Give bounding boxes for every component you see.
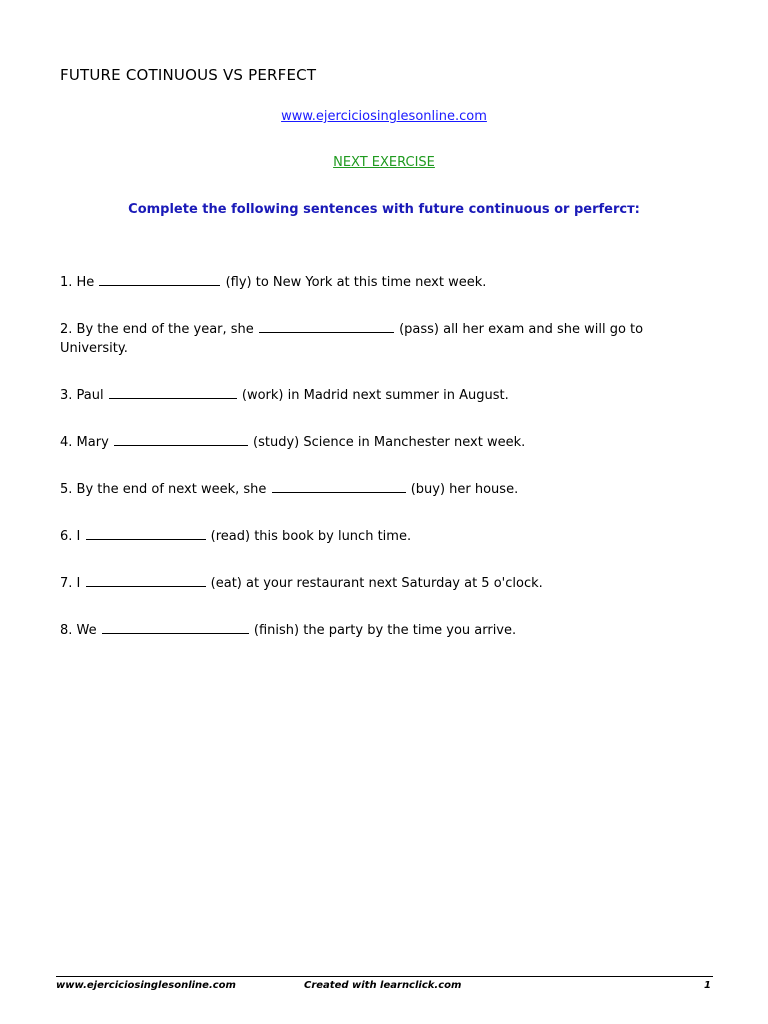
answer-blank[interactable]	[109, 386, 237, 399]
question-text-after: (study) Science in Manchester next week.	[253, 435, 526, 450]
question-item	[60, 574, 680, 593]
question-text-after: (eat) at your restaurant next Saturday at 5 o'clock.	[210, 576, 543, 591]
question-text-before: 8. We	[60, 623, 97, 638]
next-exercise-container	[0, 155, 768, 170]
question-text-before: 3. Paul	[60, 388, 104, 403]
answer-blank[interactable]	[102, 621, 249, 634]
question-text-before: 2. By the end of the year, she	[60, 322, 254, 337]
next-exercise-link[interactable]: NEXT EXERCISE	[333, 155, 435, 170]
question-item	[60, 433, 680, 452]
question-text-after: (finish) the party by the time you arrive.	[253, 623, 517, 638]
question-text-after: (read) this book by lunch time.	[210, 529, 412, 544]
question-text-after: (buy) her house.	[410, 482, 519, 497]
instruction-text: Complete the following sentences with future continuous or perfercт:	[128, 202, 640, 217]
question-item	[60, 621, 680, 640]
question-text-before: 6. I	[60, 529, 81, 544]
question-text-before: 7. I	[60, 576, 81, 591]
question-item	[60, 273, 680, 292]
site-link[interactable]: www.ejerciciosinglesonline.com	[281, 109, 487, 124]
answer-blank[interactable]	[114, 433, 248, 446]
footer-divider	[56, 976, 713, 977]
question-text-before: 4. Mary	[60, 435, 109, 450]
question-item	[60, 320, 680, 358]
page-number: 1	[704, 980, 711, 991]
question-item	[60, 386, 680, 405]
answer-blank[interactable]	[259, 320, 394, 333]
question-text-after: (work) in Madrid next summer in August.	[241, 388, 509, 403]
question-text-after: (pass) all her exam and she will go to University.	[60, 322, 644, 356]
page-title: FUTURE COTINUOUS VS PERFECT	[60, 66, 317, 84]
answer-blank[interactable]	[272, 480, 406, 493]
question-text-after: (fly) to New York at this time next week.	[225, 275, 487, 290]
question-item	[60, 480, 680, 499]
question-list	[60, 273, 680, 668]
question-item	[60, 527, 680, 546]
site-link-container	[0, 109, 768, 124]
footer-credit: Created with learnclick.com	[304, 980, 462, 991]
answer-blank[interactable]	[86, 527, 206, 540]
question-text-before: 1. He	[60, 275, 95, 290]
question-text-before: 5. By the end of next week, she	[60, 482, 267, 497]
footer-site: www.ejerciciosinglesonline.com	[56, 980, 236, 991]
answer-blank[interactable]	[86, 574, 206, 587]
answer-blank[interactable]	[99, 273, 220, 286]
